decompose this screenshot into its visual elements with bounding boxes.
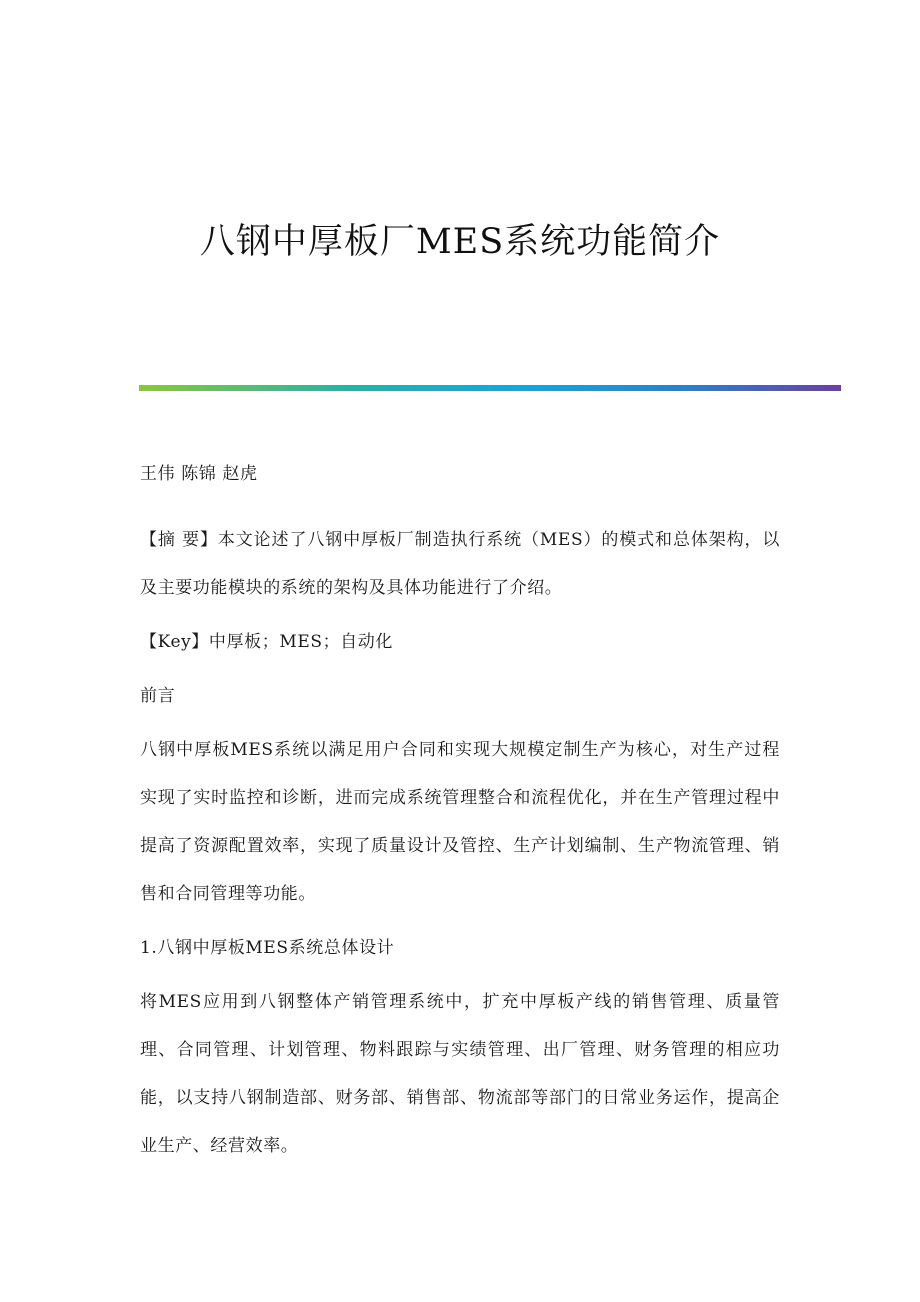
document-title: 八钢中厚板厂MES系统功能简介 <box>199 222 721 262</box>
authors-line: 王伟 陈锦 赵虎 <box>140 464 258 484</box>
preface-paragraph: 八钢中厚板MES系统以满足用户合同和实现大规模定制生产为核心，对生产过程实现了实时监控和诊断，进而完成系统管理整合和流程优化，并在生产管理过程中提高了资源配置效率，实现了质量设计及管控、生产计划编制、生产物流管理、销售和合同管理等功能。 <box>140 740 780 904</box>
abstract-label: 【摘 要】 <box>140 530 218 550</box>
keywords-paragraph <box>140 618 780 666</box>
title-gradient-rule <box>139 385 841 391</box>
preface-heading: 前言 <box>140 686 176 706</box>
abstract-paragraph <box>140 516 780 612</box>
abstract-text: 本文论述了八钢中厚板厂制造执行系统（MES）的模式和总体架构，以及主要功能模块的系统的架构及具体功能进行了介绍。 <box>140 530 780 598</box>
section-1-paragraph: 将MES应用到八钢整体产销管理系统中，扩充中厚板产线的销售管理、质量管理、合同管理、计划管理、物料跟踪与实绩管理、出厂管理、财务管理的相应功能，以支持八钢制造部、财务部、销售部、物流部等部门的日常业务运作，提高企业生产、经营效率。 <box>140 992 780 1156</box>
document-body <box>140 460 780 1176</box>
keywords-text: 中厚板；MES；自动化 <box>208 632 393 652</box>
section-1-heading: 1.八钢中厚板MES系统总体设计 <box>140 938 395 958</box>
keywords-label: 【Key】 <box>140 632 209 652</box>
